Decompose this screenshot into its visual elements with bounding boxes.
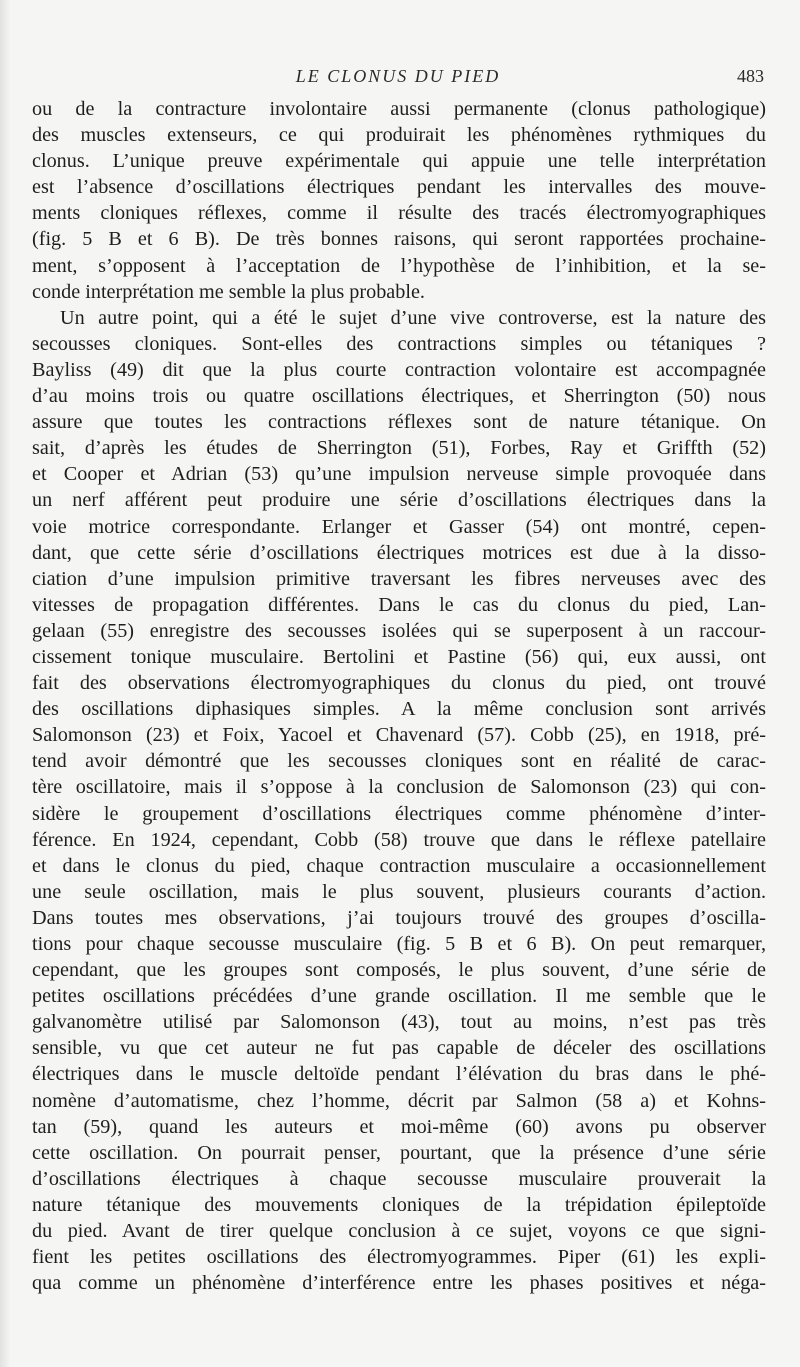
text-line: ment, s’opposent à l’acceptation de l’hypothèse de l’inhibition, et la se- [32, 254, 766, 277]
text-line: Dans toutes mes observations, j’ai toujours trouvé des groupes d’oscilla- [32, 906, 766, 929]
text-line: assure que toutes les contractions réflexes sont de nature tétanique. On [32, 411, 766, 434]
text-line: cissement tonique musculaire. Bertolini et Pastine (56) qui, eux aussi, ont [32, 645, 766, 668]
text-line: est l’absence d’oscillations électriques pendant les intervalles des mouve- [32, 176, 766, 199]
text-line: tan (59), quand les auteurs et moi-même (60) avons pu observer [32, 1115, 766, 1138]
text-line: fient les petites oscillations des électromyogrammes. Piper (61) les expli- [32, 1246, 766, 1269]
text-line: Un autre point, qui a été le sujet d’une vive controverse, est la nature des [60, 306, 766, 329]
page-edge-shadow [0, 0, 10, 1367]
text-line: ciation d’une impulsion primitive traversant les fibres nerveuses avec des [32, 567, 766, 590]
text-line: clonus. L’unique preuve expérimentale qui appuie une telle interprétation [32, 150, 766, 173]
text-line: des muscles extenseurs, ce qui produirait les phénomènes rythmiques du [32, 124, 766, 147]
text-line: Salomonson (23) et Foix, Yacoel et Chavenard (57). Cobb (25), en 1918, pré- [32, 724, 766, 747]
text-line: du pied. Avant de tirer quelque conclusion à ce sujet, voyons ce que signi- [32, 1220, 766, 1243]
text-line: une seule oscillation, mais le plus souvent, plusieurs courants d’action. [32, 880, 766, 903]
text-line: férence. En 1924, cependant, Cobb (58) trouve que dans le réflexe patellaire [32, 828, 766, 851]
text-line: voie motrice correspondante. Erlanger et Gasser (54) ont montré, cepen- [32, 515, 766, 538]
text-line: et Cooper et Adrian (53) qu’une impulsion nerveuse simple provoquée dans [32, 463, 766, 486]
text-line: dant, que cette série d’oscillations électriques motrices est due à la disso- [32, 541, 766, 564]
text-line: Bayliss (49) dit que la plus courte contraction volontaire est accompagnée [32, 358, 766, 381]
text-line: des oscillations diphasiques simples. A la même conclusion sont arrivés [32, 698, 766, 721]
text-line: tère oscillatoire, mais il s’oppose à la conclusion de Salomonson (23) qui con- [32, 776, 766, 799]
text-line: qua comme un phénomène d’interférence entre les phases positives et néga- [32, 1272, 766, 1295]
text-line: nature tétanique des mouvements cloniques de la trépidation épileptoïde [32, 1193, 766, 1216]
text-line: galvanomètre utilisé par Salomonson (43), tout au moins, n’est pas très [32, 1011, 766, 1034]
text-line: et dans le clonus du pied, chaque contraction musculaire a occasionnellement [32, 854, 766, 877]
text-line: électriques dans le muscle deltoïde pendant l’élévation du bras dans le phé- [32, 1063, 766, 1086]
page-header [32, 66, 764, 94]
text-line: fait des observations électromyographiques du clonus du pied, ont trouvé [32, 672, 766, 695]
text-line: sensible, vu que cet auteur ne fut pas capable de déceler des oscillations [32, 1037, 766, 1060]
text-line: sidère le groupement d’oscillations électriques comme phénomène d’inter- [32, 802, 766, 825]
text-line: un nerf afférent peut produire une série d’oscillations électriques dans la [32, 489, 766, 512]
text-line: gelaan (55) enregistre des secousses isolées qui se superposent à un raccour- [32, 619, 766, 642]
text-line: secousses cloniques. Sont-elles des contractions simples ou tétaniques ? [32, 332, 766, 355]
text-line: cependant, que les groupes sont composés, le plus souvent, d’une série de [32, 959, 766, 982]
running-title: LE CLONUS DU PIED [295, 66, 501, 86]
text-line: sait, d’après les études de Sherrington (51), Forbes, Ray et Griffth (52) [32, 437, 766, 460]
text-line: d’oscillations électriques à chaque secousse musculaire prouverait la [32, 1167, 766, 1190]
text-line: cette oscillation. On pourrait penser, pourtant, que la présence d’une série [32, 1141, 766, 1164]
text-line: conde interprétation me semble la plus probable. [32, 280, 425, 303]
text-line: d’au moins trois ou quatre oscillations électriques, et Sherrington (50) nous [32, 385, 766, 408]
page-number: 483 [737, 66, 764, 86]
text-line: ou de la contracture involontaire aussi permanente (clonus pathologique) [32, 98, 766, 120]
text-line: petites oscillations précédées d’une grande oscillation. Il me semble que le [32, 985, 766, 1008]
body-text [32, 96, 766, 1296]
text-line: tions pour chaque secousse musculaire (fig. 5 B et 6 B). On peut remarquer, [32, 933, 766, 955]
text-line: ments cloniques réflexes, comme il résulte des tracés électromyographiques [32, 202, 766, 225]
text-line: (fig. 5 B et 6 B). De très bonnes raisons, qui seront rapportées prochaine- [32, 228, 766, 251]
text-line: vitesses de propagation différentes. Dans le cas du clonus du pied, Lan- [32, 593, 766, 616]
text-line: nomène d’automatisme, chez l’homme, décrit par Salmon (58 a) et Kohns- [32, 1089, 766, 1112]
text-line: tend avoir démontré que les secousses cloniques sont en réalité de carac- [32, 750, 766, 773]
